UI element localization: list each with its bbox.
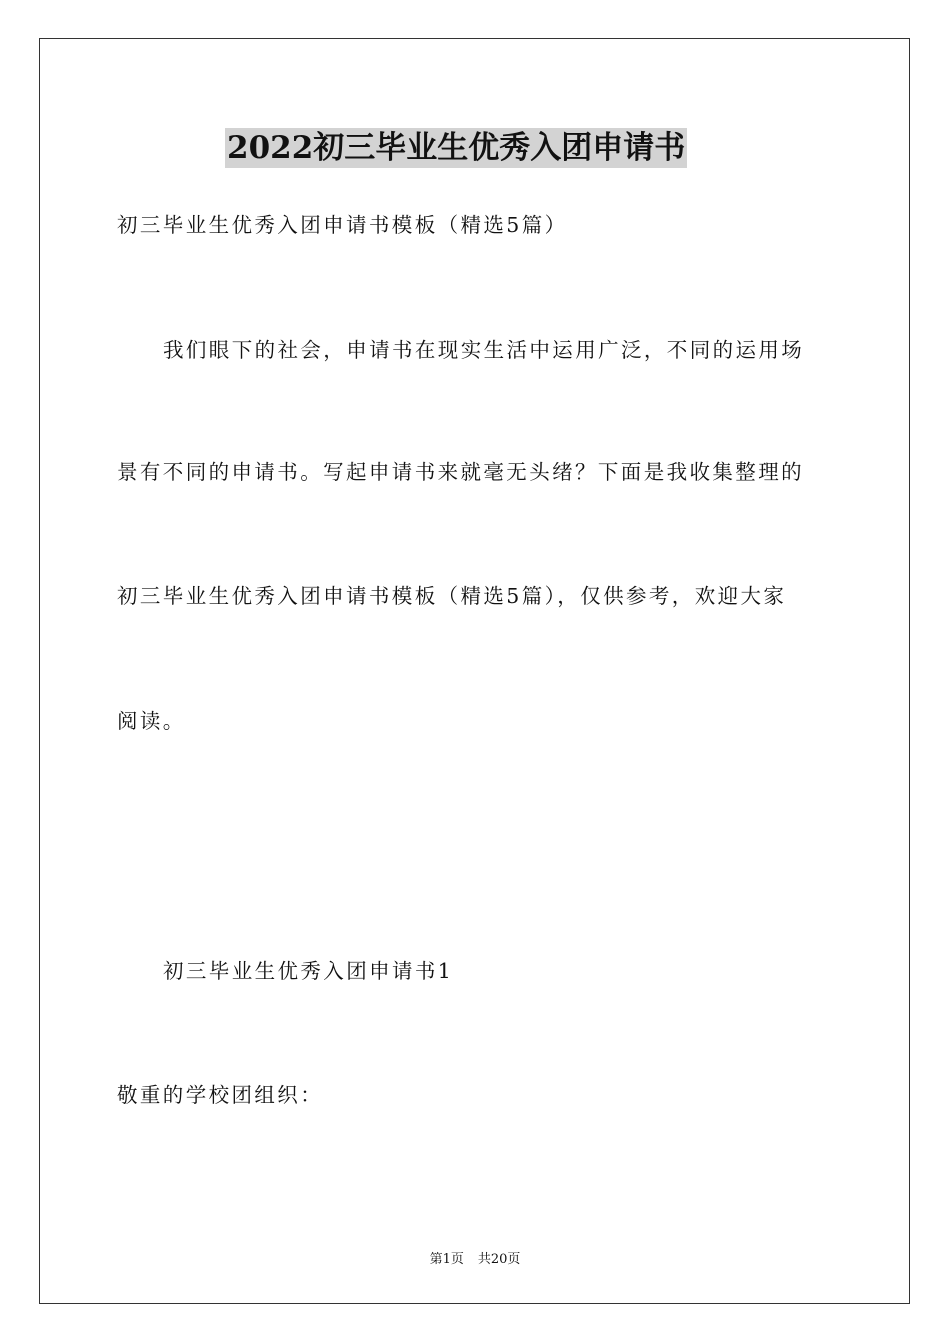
page-number-total: 共20页: [477, 1252, 521, 1267]
document-title: 2022初三毕业生优秀入团申请书: [227, 130, 686, 166]
salutation: 敬重的学校团组织：: [117, 1083, 324, 1107]
document-subtitle: 初三毕业生优秀入团申请书模板（精选5篇）: [117, 213, 568, 237]
intro-line-2: 景有不同的申请书。写起申请书来就毫无头绪？下面是我收集整理的: [117, 460, 804, 484]
page-number-current: 第1页: [429, 1252, 464, 1267]
intro-line-4: 阅读。: [117, 709, 186, 733]
page-footer: [0, 1248, 950, 1267]
intro-line-1: 我们眼下的社会，申请书在现实生活中运用广泛，不同的运用场: [163, 338, 805, 362]
section-heading: 初三毕业生优秀入团申请书1: [163, 959, 454, 983]
intro-line-3: 初三毕业生优秀入团申请书模板（精选5篇），仅供参考，欢迎大家: [117, 584, 787, 608]
